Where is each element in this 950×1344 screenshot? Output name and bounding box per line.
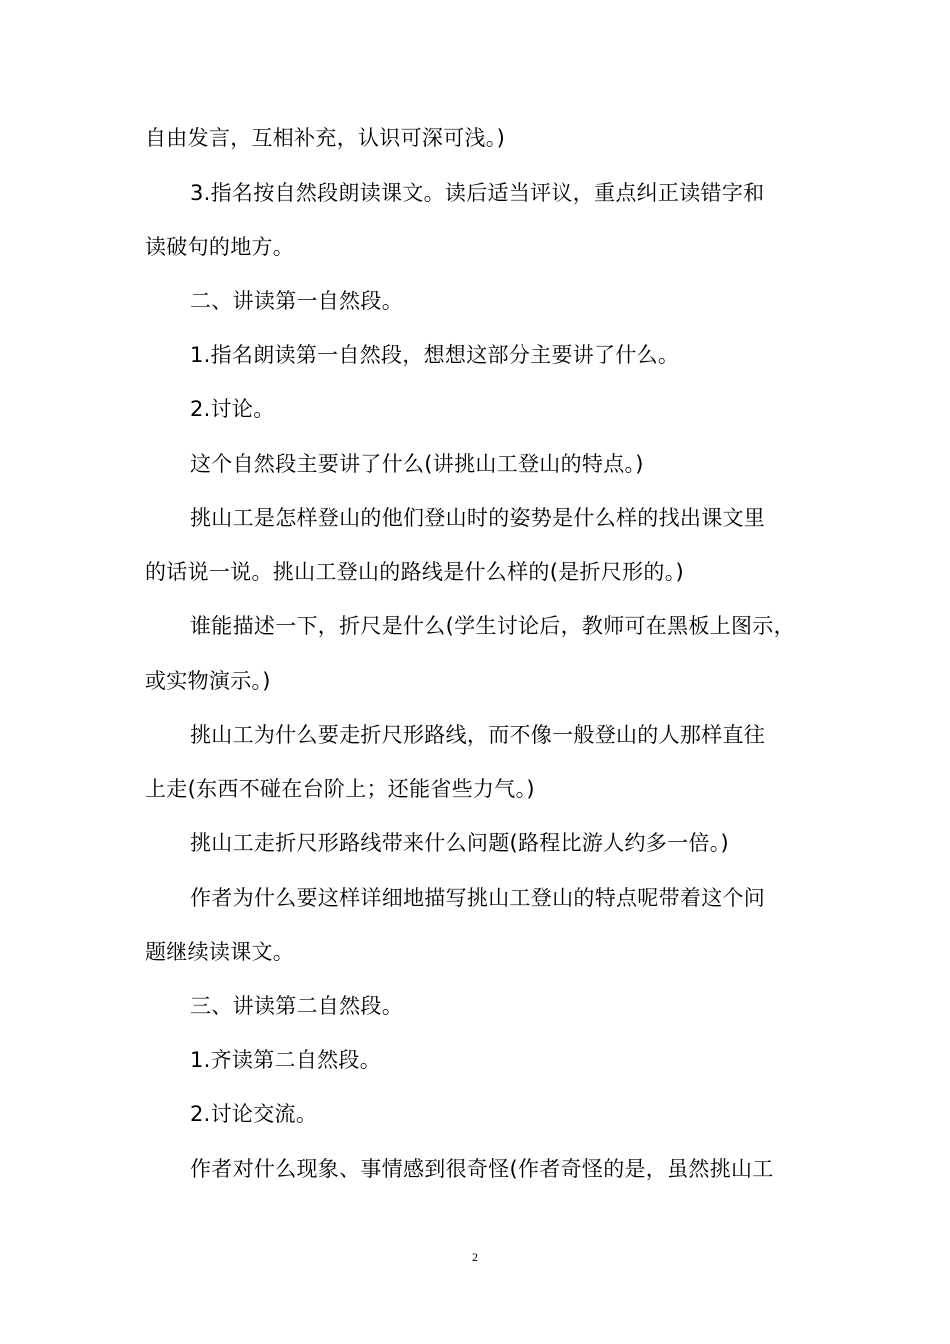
text-line: 这个自然段主要讲了什么(讲挑山工登山的特点。) [190, 452, 644, 476]
section-heading: 三、讲读第二自然段。 [190, 994, 403, 1018]
text-line: 作者为什么要这样详细地描写挑山工登山的特点呢带着这个问 [190, 886, 766, 910]
section-heading: 二、讲读第一自然段。 [190, 289, 403, 313]
text-line: 2.讨论交流。 [190, 1102, 318, 1126]
text-line: 题继续读课文。 [145, 940, 295, 964]
text-line: 3.指名按自然段朗读课文。读后适当评议，重点纠正读错字和 [190, 181, 765, 205]
text-line: 的话说一说。挑山工登山的路线是什么样的(是折尺形的。) [145, 560, 684, 584]
page-number: 2 [472, 1250, 478, 1264]
text-line: 2.讨论。 [190, 397, 275, 421]
text-line: 上走(东西不碰在台阶上；还能省些力气。) [145, 777, 535, 801]
text-line: 自由发言，互相补充，认识可深可浅。) [145, 126, 506, 150]
text-line: 挑山工是怎样登山的他们登山时的姿势是什么样的找出课文里 [190, 506, 766, 530]
text-line: 作者对什么现象、事情感到很奇怪(作者奇怪的是，虽然挑山工 [190, 1157, 774, 1181]
text-line: 谁能描述一下，折尺是什么(学生讨论后，教师可在黑板上图示， [190, 614, 795, 638]
text-line: 1.齐读第二自然段。 [190, 1048, 382, 1072]
text-line: 挑山工为什么要走折尺形路线，而不像一般登山的人那样直往 [190, 723, 766, 747]
text-line: 读破句的地方。 [145, 235, 295, 259]
text-line: 挑山工走折尺形路线带来什么问题(路程比游人约多一倍。) [190, 831, 729, 855]
text-line: 或实物演示。) [145, 669, 271, 693]
text-line: 1.指名朗读第一自然段，想想这部分主要讲了什么。 [190, 343, 680, 367]
